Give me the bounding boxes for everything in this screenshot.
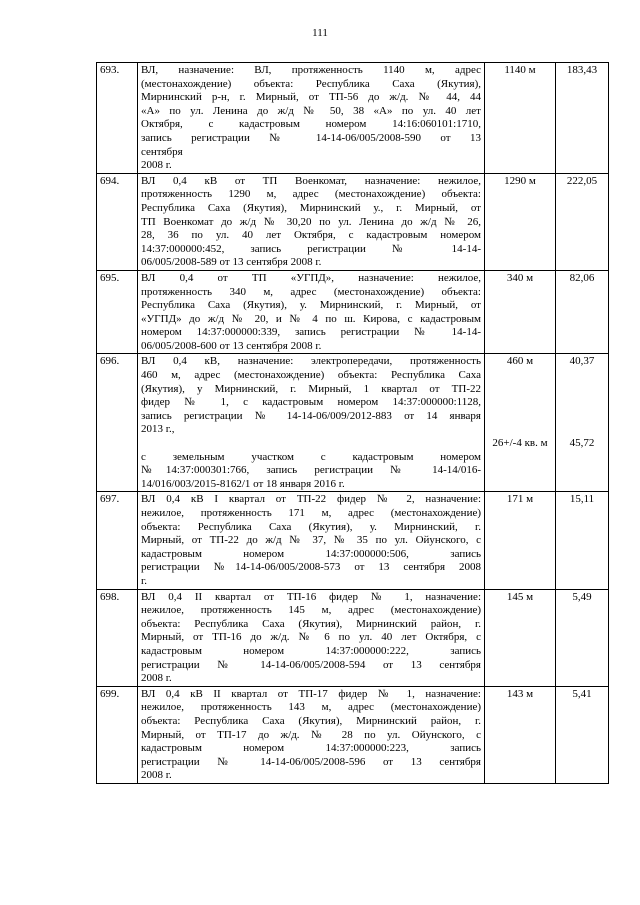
description-line: 2013 г., xyxy=(141,423,175,436)
description-line: Мирный, от ТП-22 до ж/д № 37, № 35 по ул. Ойунского, с xyxy=(141,534,481,547)
description-line: 2008 г. xyxy=(141,769,172,782)
registry-row xyxy=(97,686,609,783)
description-line: 06/005/2008-589 от 13 сентября 2008 г. xyxy=(141,256,322,269)
value-cell xyxy=(556,686,609,783)
object-description xyxy=(138,63,485,174)
description-line: ВЛ 0,4 от ТП «УГПД», назначение: нежилое, xyxy=(141,271,481,284)
row-number: 699. xyxy=(97,686,138,783)
description-line: ВЛ 0,4 кВ, назначение: электропередачи, протяженность xyxy=(141,355,481,368)
description-line: №14:37:000301:766, запись регистрации № 14-14/016- xyxy=(141,464,481,477)
registry-row xyxy=(97,63,609,174)
value-cell xyxy=(556,589,609,686)
length-cell xyxy=(485,270,556,354)
length-cell xyxy=(485,63,556,174)
description-line: 06/005/2008-600 от 13 сентября 2008 г. xyxy=(141,339,322,352)
description-line: «А» по ул. Ленина до ж/д № 50, 38 «А» по ул. 40 лет xyxy=(141,104,481,117)
description-line: Мирнинский р-н, г. Мирный, от ТП-56 до ж/д. № 44, 44 xyxy=(141,91,481,104)
object-description xyxy=(138,270,485,354)
cost-value: 15,11 xyxy=(569,493,595,506)
description-line: регистрации № 14-14-06/005/2008-594 от 13 сентября xyxy=(141,658,481,671)
description-line: объекта: Республика Саха (Якутия), у. Мирнинский, г. xyxy=(141,520,481,533)
description-line: 2008 г. xyxy=(141,159,172,172)
description-line: 14/016/003/2015-8162/1 от 18 января 2016 г. xyxy=(141,477,345,490)
description-line: регистрации № 14-14-06/005/2008-596 от 13 сентября xyxy=(141,755,481,768)
description-line: (местонахождение) объекта: Республика Саха (Якутия), xyxy=(141,77,481,90)
description-line: Мирный, от ТП-17 до ж/д. № 28 по ул. Ойунского, с xyxy=(141,728,481,741)
length-value: 143 м xyxy=(506,687,534,700)
length-cell xyxy=(485,686,556,783)
description-line: с земельным участком с кадастровым номером xyxy=(141,450,481,463)
registry-row xyxy=(97,354,609,492)
cost-value: 5,41 xyxy=(572,687,592,700)
cost-value: 183,43 xyxy=(566,64,598,76)
description-line: Мирный, от ТП-16 до ж/д. № 6 по ул. 40 лет Октября, с xyxy=(141,631,481,644)
description-line: 14:37:000000:452, запись регистрации № 14-14- xyxy=(141,242,481,255)
row-number: 695. xyxy=(97,270,138,354)
cell-spacer xyxy=(559,369,605,437)
length-value: 340 м xyxy=(506,271,534,284)
description-line: протяженность 1290 м, адрес (местонахождение) объекта: xyxy=(141,188,481,201)
land-area-value: 26+/-4 кв. м xyxy=(492,437,548,450)
description-line: запись регистрации № 14-14-06/005/2008-590 от 13 xyxy=(141,131,481,144)
object-description xyxy=(138,173,485,270)
description-line: ВЛ, назначение: ВЛ, протяженность 1140 м, адрес xyxy=(141,64,481,76)
object-description xyxy=(138,686,485,783)
land-cost-value: 45,72 xyxy=(569,437,595,450)
value-cell xyxy=(556,270,609,354)
description-line: 28, 36 по ул. 40 лет Октября, с кадастровым номером xyxy=(141,229,481,242)
description-line: 2008 г. xyxy=(141,672,172,685)
cost-value: 82,06 xyxy=(569,271,595,284)
row-number: 698. xyxy=(97,589,138,686)
registry-row xyxy=(97,270,609,354)
registry-row xyxy=(97,173,609,270)
description-line: 460 м, адрес (местонахождение) объекта: Республика Саха xyxy=(141,369,481,382)
page-number: 111 xyxy=(312,27,328,39)
description-line: нежилое, протяженность 171 м, адрес (местонахождение) xyxy=(141,507,481,519)
description-line: нежилое, протяженность 145 м, адрес (местонахождение) xyxy=(141,604,481,617)
description-line: ВЛ 0,4 II квартал от ТП-16 фидер № 1, назначение: xyxy=(141,590,481,603)
description-line: протяженность 340 м, адрес (местонахождение) объекта: xyxy=(141,285,481,298)
registry-row xyxy=(97,492,609,589)
description-line: (Якутия), у Мирнинский, г. Мирный, 1 квартал от ТП-22 xyxy=(141,382,481,395)
length-cell xyxy=(485,589,556,686)
description-line: объекта: Республика Саха (Якутия), Мирнинский район, г. xyxy=(141,617,481,630)
description-line: кадастровым номером 14:37:000000:506, запись xyxy=(141,547,481,560)
value-cell xyxy=(556,492,609,589)
description-line: Октября, с кадастровым номером 14:16:060101:1710, xyxy=(141,118,481,131)
cost-value: 5,49 xyxy=(572,590,592,603)
description-line: «УГПД» до ж/д № 20, и № 4 по ш. Кирова, с кадастровым xyxy=(141,312,481,325)
description-line: кадастровым номером 14:37:000000:222, запись xyxy=(141,644,481,657)
length-value: 1140 м xyxy=(504,64,536,76)
length-value: 145 м xyxy=(506,590,534,603)
registry-rows xyxy=(97,63,609,784)
length-value: 171 м xyxy=(506,493,534,506)
value-cell xyxy=(556,173,609,270)
cost-value: 222,05 xyxy=(566,174,598,187)
length-cell xyxy=(485,173,556,270)
description-line: кадастровым номером 14:37:000000:223, запись xyxy=(141,742,481,755)
value-cell xyxy=(556,63,609,174)
description-line: ВЛ 0,4 кВ II квартал от ТП-17 фидер № 1, назначение: xyxy=(141,687,481,700)
length-value: 1290 м xyxy=(504,174,536,187)
description-line: регистрации №14-14-06/005/2008-573 от 13 сентября 2008 xyxy=(141,561,481,574)
description-line: Республика Саха (Якутия), Мирнинский у., г. Мирный, от xyxy=(141,201,481,214)
description-line: ВЛ 0,4 кВ I квартал от ТП-22 фидер № 2, назначение: xyxy=(141,493,481,506)
row-number: 696. xyxy=(97,354,138,492)
object-description xyxy=(138,589,485,686)
description-line: сентября xyxy=(141,145,183,158)
value-cell xyxy=(556,354,609,492)
description-line xyxy=(141,437,481,451)
cost-value: 40,37 xyxy=(569,355,595,368)
description-line: Республика Саха (Якутия), у. Мирнинский, г. Мирный, от xyxy=(141,299,481,312)
property-registry-table xyxy=(96,62,609,784)
description-line: г. xyxy=(141,574,148,587)
registry-row xyxy=(97,589,609,686)
description-line: объекта: Республика Саха (Якутия), Мирнинский район, г. xyxy=(141,714,481,727)
description-line: фидер № 1, с кадастровым номером 14:37:000000:1128, xyxy=(141,396,481,409)
object-description xyxy=(138,492,485,589)
cell-spacer xyxy=(488,369,552,437)
description-line: запись регистрации № 14-14-06/009/2012-883 от 14 января xyxy=(141,409,481,422)
length-cell xyxy=(485,354,556,492)
row-number: 694. xyxy=(97,173,138,270)
row-number: 693. xyxy=(97,63,138,174)
description-line: номером 14:37:000000:339, запись регистрации № 14-14- xyxy=(141,326,481,339)
description-line: ТП Военкомат до ж/д № 30,20 по ул. Ленина до ж/д № 26, xyxy=(141,215,481,228)
row-number: 697. xyxy=(97,492,138,589)
description-line: нежилое, протяженность 143 м, адрес (местонахождение) xyxy=(141,701,481,714)
object-description xyxy=(138,354,485,492)
length-value: 460 м xyxy=(506,355,534,368)
length-cell xyxy=(485,492,556,589)
description-line: ВЛ 0,4 кВ от ТП Военкомат, назначение: нежилое, xyxy=(141,174,481,187)
